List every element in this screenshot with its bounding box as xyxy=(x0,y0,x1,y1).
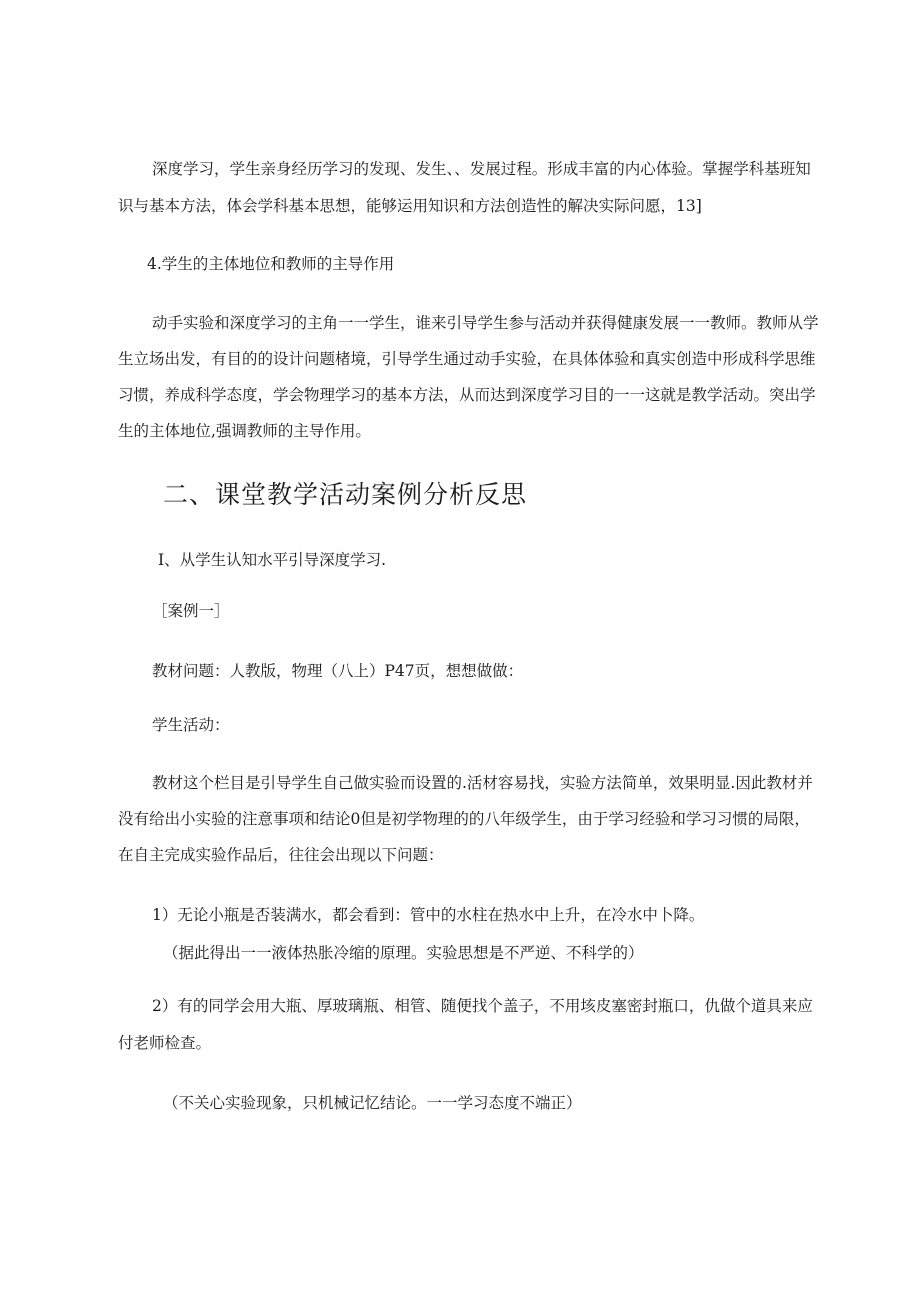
case-label: ［案例一］ xyxy=(152,602,230,620)
section-heading: 二、课堂教学活动案例分析反思 xyxy=(163,480,528,509)
item-heading: 4.学生的主体地位和教师的主导作用 xyxy=(147,255,395,273)
paragraph-line: 动手实验和深度学习的主角一一学生，谁来引导学生参与活动并获得健康发展一一教师。教师从学 xyxy=(152,314,819,332)
paragraph-line: 生立场出发，有目的的设计问题楮境，引导学生通过动手实验，在具体体验和真实创造中形成科学思维 xyxy=(118,350,816,368)
subheading: I、从学生认知水平引导深度学习. xyxy=(158,551,387,569)
note-line: （不关心实验现象，只机械记忆结论。一一学习态度不端正） xyxy=(163,1094,582,1112)
activity-label: 学生活动： xyxy=(152,716,230,734)
paragraph-line: 教材这个栏目是引导学生自己做实验而设置的.活材容易找，实验方法简单，效果明显.因此教材并 xyxy=(152,774,813,792)
paragraph-line: 没有给出小实验的注意事项和结论0但是初学物理的的八年级学生，由于学习经验和学习习惯的局限， xyxy=(118,810,810,828)
note-line: （据此得出一一液体热胀冷缩的原理。实验思想是不严逆、不科学的） xyxy=(163,944,644,962)
list-item: 1）无论小瓶是否装满水，都会看到：管中的水柱在热水中上升，在冷水中卜降。 xyxy=(152,906,705,924)
material-line: 教材问题：人教版，物理（八上）P47页，想想做做： xyxy=(152,662,524,680)
paragraph-line: 生的主体地位,强调教师的主导作用。 xyxy=(118,422,371,440)
list-item: 2）有的同学会用大瓶、厚玻璃瓶、相管、随便找个盖子，不用垓皮塞密封瓶口，仇做个道具来应 xyxy=(152,997,813,1015)
paragraph-line: 习惯，养成科学态度，学会物理学习的基本方法，从而达到深度学习目的一一这就是教学活动。突出学 xyxy=(118,386,816,404)
paragraph-line: 在自主完成实验作品后，往往会出现以下问题： xyxy=(118,846,444,864)
list-item: 付老师检查。 xyxy=(118,1034,212,1052)
paragraph-line: 深度学习，学生亲身经历学习的发现、发生、、发展过程。形成丰富的内心体验。掌握学科基班知 xyxy=(152,160,811,178)
paragraph-line: 识与基本方法，体会学科基本思想，能够运用知识和方法创造性的解决实际问愿，13] xyxy=(118,197,702,215)
